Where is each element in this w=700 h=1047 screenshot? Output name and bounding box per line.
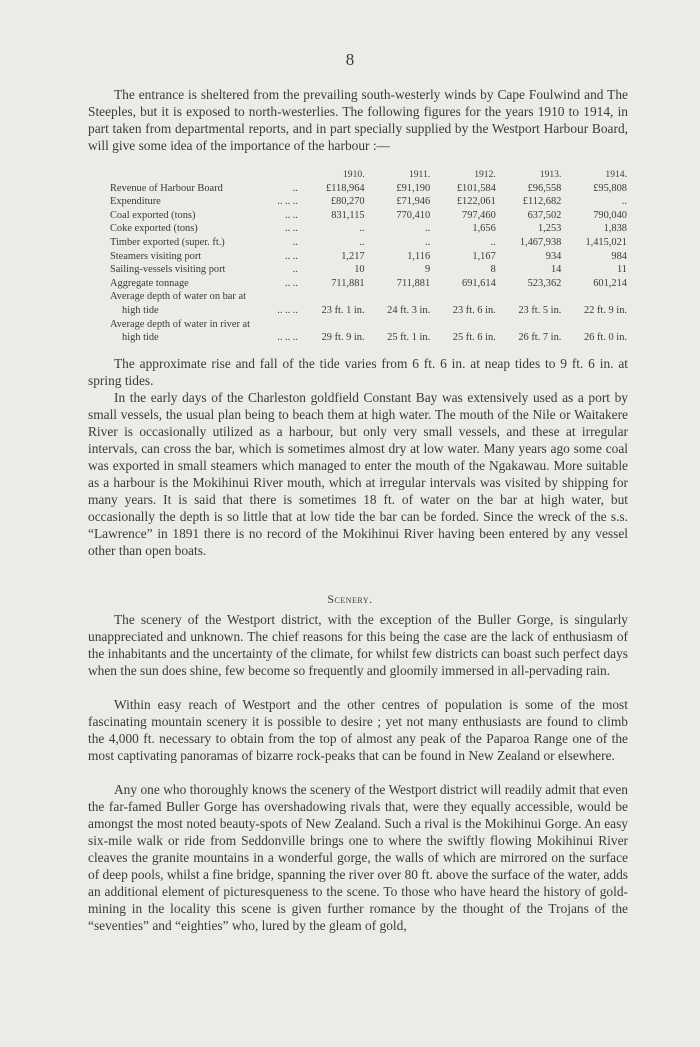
row-label: Sailing-vessels visiting port — [110, 264, 226, 276]
table-cell: 10 — [354, 264, 365, 276]
leader-dots: .. .. .. — [277, 332, 298, 344]
header-label-spacer — [110, 168, 302, 182]
leader-dots: .. .. — [285, 250, 298, 262]
paragraph-scenery-intro: The scenery of the Westport district, with the exception of the Buller Gorge, is singularly unappreciated and unknown. The chief reasons for this being the case are the lack of enthusiasm of the inhabitants and the uncertainty of the climate, for whilst few districts can boast such perfect days when the sun does shine, few become so frequently and gloomily immersed in all-pervading rain. — [88, 612, 628, 678]
leader-dots: .. .. — [285, 223, 298, 235]
table-cell: 26 ft. 0 in. — [583, 332, 627, 344]
row-label: Timber exported (super. ft.) — [110, 236, 225, 248]
table-cell: .. — [424, 223, 431, 235]
table-cell: 1,415,021 — [585, 236, 627, 248]
row-label: Coke exported (tons) — [110, 223, 198, 235]
table-row — [110, 209, 630, 223]
table-cell: 23 ft. 6 in. — [452, 304, 496, 316]
table-cell: 1,167 — [472, 250, 496, 262]
table-row — [110, 222, 630, 236]
leader-dots: .. .. — [285, 277, 298, 289]
table-cell: 1,116 — [407, 250, 431, 262]
table-cell: 9 — [424, 264, 431, 276]
page-number: 8 — [345, 50, 355, 69]
table-cell: 637,502 — [527, 209, 562, 221]
table-row — [110, 290, 630, 304]
table-cell: 711,881 — [396, 277, 431, 289]
row-label: Steamers visiting port — [110, 250, 202, 262]
table-cell: 601,214 — [593, 277, 627, 289]
leader-dots: .. .. .. — [277, 304, 298, 316]
year-header: 1914. — [605, 169, 627, 180]
table-row — [110, 236, 630, 250]
table-row — [110, 263, 630, 277]
row-heading: Average depth of water in river at — [110, 318, 251, 330]
table-cell: 1,217 — [341, 250, 365, 262]
table-cell: 25 ft. 1 in. — [387, 332, 431, 344]
row-label: Expenditure — [110, 196, 161, 208]
table-cell: 24 ft. 3 in. — [387, 304, 431, 316]
paragraph-mountain-scenery: Within easy reach of Westport and the other centres of population is some of the most fascinating mountain scenery it is possible to desire ; yet not many enthusiasts are found to climb the 4,000 ft. necessary to obtain from the top of almost any peak of the Paparoa Range one of the most captivating panoramas of bizarre rock-peaks that can be found in New Zealand or elsewhere. — [88, 697, 628, 763]
table-row — [110, 304, 630, 318]
table-cell: 26 ft. 7 in. — [518, 332, 562, 344]
table-header-row — [110, 168, 630, 182]
leader-dots: .. .. .. — [277, 196, 298, 208]
row-label: Revenue of Harbour Board — [110, 182, 223, 194]
year-header: 1912. — [474, 169, 496, 180]
table-cell: 831,115 — [331, 209, 365, 221]
table-cell: .. — [359, 236, 365, 248]
table-cell: 8 — [490, 264, 496, 276]
table-cell: £122,061 — [456, 196, 496, 208]
table-cell: £95,808 — [593, 182, 627, 194]
harbour-statistics-table — [110, 168, 630, 345]
paragraph-tide: The approximate rise and fall of the tide varies from 6 ft. 6 in. at neap tides to 9 ft. 6 in. at spring tides. — [88, 356, 628, 388]
leader-dots: .. — [292, 264, 298, 276]
paragraph-harbour-entrance: The entrance is sheltered from the prevailing south-westerly winds by Cape Foulwind and The Steeples, but it is exposed to north-westerlies. The following figures for the years 1910 to 1914, in part taken from departmental reports, and in part specially supplied by the Westport Harbour Board, will give some idea of the importance of the harbour :— — [88, 87, 628, 153]
table-cell: 1,656 — [472, 223, 496, 235]
table-cell: 25 ft. 6 in. — [452, 332, 496, 344]
table-cell: 797,460 — [462, 209, 496, 221]
table-cell: 22 ft. 9 in. — [583, 304, 627, 316]
table-cell: £96,558 — [527, 182, 562, 194]
year-header: 1913. — [539, 169, 562, 180]
row-label: high tide — [122, 304, 159, 316]
table-row — [110, 182, 630, 196]
section-heading-scenery: Scenery. — [327, 592, 373, 606]
leader-dots: .. — [292, 236, 298, 248]
table-cell: 984 — [611, 250, 627, 262]
table-cell: 934 — [545, 250, 562, 262]
table-cell: £71,946 — [396, 196, 431, 208]
year-header: 1911. — [408, 169, 431, 180]
table-row — [110, 318, 630, 332]
paragraph-early-days: In the early days of the Charleston goldfield Constant Bay was extensively used as a port by small vessels, the usual plan being to beach them at high water. The mouth of the Nile or Waitakere River is occasionally utilized as a harbour, but only very small vessels, and these at irregular intervals, can cross the bar, which is sometimes almost dry at low water. Many years ago some coal was exported in small steamers which managed to enter the mouth of the Ngakawau. More suitable as a harbour is the Mokihinui River mouth, which at irregular intervals was visited by shipping for many years. It is said that there is sometimes 18 ft. of water on the bar at high water, but occasionally the depth is so little that at low tide the bar can be forded. Since the wreck of the s.s. “Lawrence” in 1891 there is no record of the Mokihinui River having been entered by any vessel other than open boats. — [88, 390, 628, 558]
year-header: 1910. — [343, 169, 365, 180]
table-cell: 23 ft. 5 in. — [518, 304, 562, 316]
table-row — [110, 277, 630, 291]
table-row — [110, 195, 630, 209]
table-cell: 14 — [550, 264, 562, 276]
table-cell: 523,362 — [527, 277, 562, 289]
table-cell: 29 ft. 9 in. — [321, 332, 365, 344]
table-row — [110, 250, 630, 264]
table-cell: £91,190 — [396, 182, 431, 194]
table-cell: 691,614 — [462, 277, 496, 289]
table-cell: 711,881 — [331, 277, 365, 289]
table-cell: 11 — [616, 264, 627, 276]
table-cell: .. — [359, 223, 365, 235]
table-cell: 770,410 — [396, 209, 431, 221]
table-cell: .. — [490, 236, 496, 248]
leader-dots: .. .. — [285, 209, 298, 221]
table-cell: 1,253 — [537, 223, 562, 235]
row-label: Aggregate tonnage — [110, 277, 189, 289]
table-cell: £101,584 — [456, 182, 496, 194]
table-cell: .. — [424, 236, 431, 248]
table-cell: .. — [621, 196, 627, 208]
table-cell: 23 ft. 1 in. — [321, 304, 365, 316]
row-label: Coal exported (tons) — [110, 209, 196, 221]
table-cell: 1,838 — [603, 223, 627, 235]
row-heading: Average depth of water on bar at — [110, 291, 246, 303]
table-cell: £112,682 — [522, 196, 562, 208]
paragraph-mokihinui-gorge: Any one who thoroughly knows the scenery of the Westport district will readily admit that even the far-famed Buller Gorge has overshadowing rivals that, were they equally accessible, would be amongst the most noted beauty-spots of New Zealand. Such a rival is the Mokihinui Gorge. An easy six-mile walk or ride from Seddonville brings one to where the swiftly flowing Mokihinui River cleaves the granite mountains in a wonderful gorge, the walls of which are mirrored on the surface of deep pools, whilst a fine bridge, spanning the river over 80 ft. above the surface of the water, adds an additional element of picturesqueness to the scene. To those who have heard the history of gold-mining in the locality this scene is given further romance by the thought of the Trojans of the “seventies” and “eighties” who, lured by the gleam of gold, — [88, 782, 628, 933]
table-cell: 1,467,938 — [519, 236, 562, 248]
table-cell: £80,270 — [330, 196, 365, 208]
table-cell: £118,964 — [326, 182, 365, 194]
leader-dots: .. — [292, 182, 298, 194]
table-cell: 790,040 — [593, 209, 627, 221]
row-label: high tide — [122, 332, 159, 344]
table-row — [110, 331, 630, 345]
